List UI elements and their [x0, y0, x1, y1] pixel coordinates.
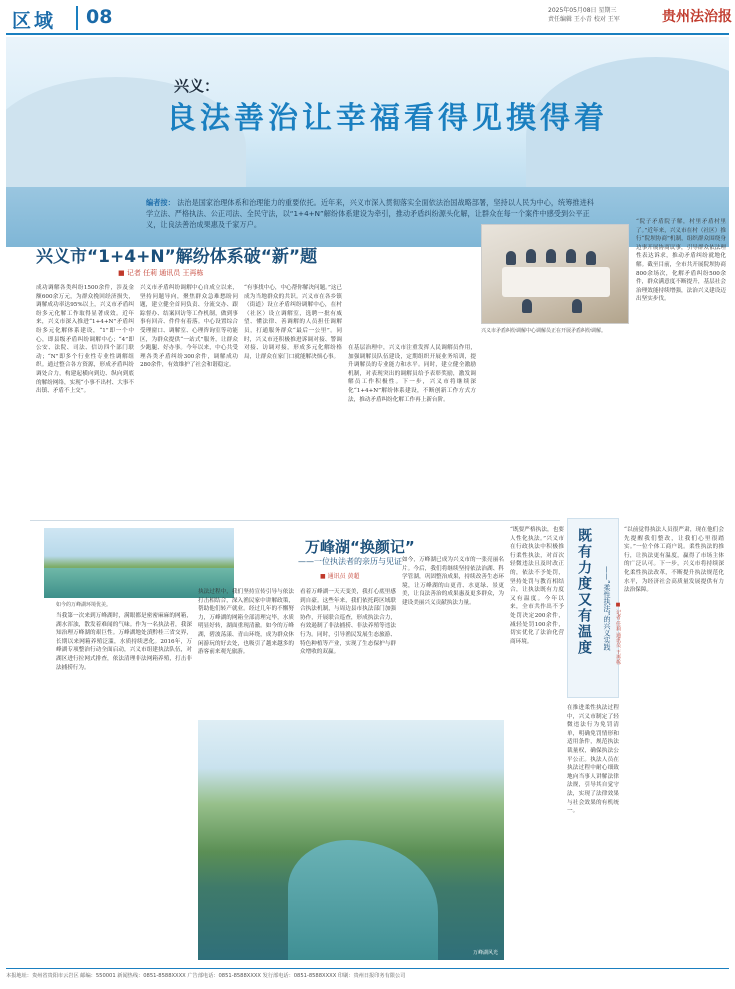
- article1-column-3: “有事找中心，中心帮你解决问题。”这已成为当地群众的共识。兴义市在各乡镇（街道）设立矛盾纠纷调解中心，在村（社区）设立调解室，选聘一批有威望、懂法律、善调解的人员担任调解员，打通服务群众“最后一公里”。同时，兴义市还积极推进诉调对接、警调对接、访调对接，形成多元化解纷格局，让群众在家门口就能解决烦心事。: [244, 285, 342, 360]
- top-rule: [6, 33, 729, 35]
- article3-title: 既有力度又有温度: [576, 528, 592, 656]
- article1-column-4: 在基层治理中，兴义市注重发挥人民调解员作用，加强调解员队伍建设，定期组织开展业务培训，提升调解员的专业能力和水平。同时，建立健全激励机制，对表现突出的调解员给予表彰奖励，激发调解员工作积极性。下一步，兴义市将继续深化“1+4+N”解纷体系建设，不断创新工作方式方法，推动矛盾纠纷化解工作再上新台阶。: [348, 345, 476, 403]
- person-shape: [522, 299, 532, 313]
- hero-kicker: 兴义：: [174, 77, 220, 95]
- lake-photo-caption: 万峰湖风光: [472, 950, 498, 956]
- article2-column-4: 如今，万峰湖已成为兴义市的一张亮丽名片。今后，我们将继续坚持依法治湖、科学管湖，巩固整治成果，持续改善生态环境，让万峰湖的山更青、水更绿、景更美，让良法善治的成果惠及更多群众，为建设美丽兴义贡献执法力量。: [402, 557, 504, 606]
- article2-column-2: 执法过程中，我们坚持宣传引导与依法打击相结合，深入渔民家中讲解政策，帮助他们转产就业。经过几年的不懈努力，万峰湖的网箱全部清理完毕，水质明显好转，湖面重现清澈。如今的万峰湖，碧波荡漾、青山环绕，成为群众休闲游玩的好去处，也吸引了越来越多的游客前来观光旅游。: [198, 589, 294, 656]
- person-shape: [546, 249, 556, 263]
- article3-byline: ■ 记者 任莉 通讯员 王再栋: [615, 602, 621, 665]
- article3-subtitle: ——“柔性执法”的兴义实践: [603, 566, 611, 651]
- section-box: [6, 6, 78, 30]
- wanfeng-lake-landscape-photo: [198, 720, 504, 960]
- person-shape: [506, 251, 516, 265]
- article1-column-2: 兴义市矛盾纠纷调解中心自成立以来，坚持问题导向，聚焦群众急难愁盼问题，建立健全首问负责、分流交办、跟踪督办、结案回访等工作机制，做到事事有回音、件件有着落。中心设置综合受理窗口、调解室、心理咨询室等功能区，为群众提供“一站式”服务，让群众少跑腿、好办事。今年以来，中心共受理各类矛盾纠纷300余件，调解成功280余件，有效维护了社会和谐稳定。: [140, 285, 238, 369]
- person-shape: [572, 299, 582, 313]
- article1-column-5: “院子矛盾院子解，村里矛盾村里了。”近年来，兴义市在村（社区）推行“院坝协商”机制，组织群众围绕身边事开展协商议事，引导群众依法理性表达诉求，推动矛盾纠纷就地化解。截至目前，全市共开展院坝协商800余场次，化解矛盾纠纷500余件，群众满意度不断提升，基层社会治理效能持续增强，法治兴义建设迈出坚实步伐。: [636, 219, 726, 303]
- article2-photo-caption: 如今的万峰湖环境优美。: [56, 602, 112, 608]
- person-shape: [586, 251, 596, 265]
- article2-title: 万峰湖“换颜记”: [305, 538, 415, 556]
- article1-byline: ■ 记者 任莉 通讯员 王再栋: [118, 269, 204, 277]
- page-footer: 本报地址：贵州省贵阳市云岩区 邮编：550001 新闻热线：0851-8588XXXX 广告部电话：0851-8588XXXX 发行部电话：0851-8588XXXX 印刷：贵州日报印务有限公司: [6, 968, 729, 982]
- article2-byline: ■ 通讯员 黄超: [320, 573, 360, 580]
- editor-note-text: 法治是国家治理体系和治理能力的重要依托。近年来，兴义市深入贯彻落实全面依法治国战略部署，坚持以人民为中心，统筹推进科学立法、严格执法、公正司法、全民守法，以“1+4+N”解纷体系建设为牵引，推动矛盾纠纷源头化解，让群众在每一个案件中感受到公平正义，让良法善治成果惠及千家万户。: [146, 198, 594, 229]
- section-divider: [30, 520, 560, 521]
- river-shape: [288, 840, 438, 960]
- editor-note-label: 编者按：: [146, 198, 175, 207]
- article1-column-1: 成功调解各类纠纷1500余件，涉及金额600余万元，为群众挽回经济损失，调解成功率达95%以上，兴义市矛盾纠纷多元化解工作取得显著成效。近年来，兴义市深入推进“1+4+N”矛盾纠纷多元化解体系建设，“1”即一个中心，即县级矛盾纠纷调解中心；“4”即公安、法院、司法、信访四个部门联动；“N”即多个行业性专业性调解组织。通过整合各方资源，形成矛盾纠纷调处合力，构建起横向到边、纵向到底的解纷网络，实现“小事不出村、大事不出镇、矛盾不上交”。: [36, 285, 134, 395]
- page-number: 08: [86, 6, 113, 28]
- article2-column-3: 看着万峰湖一天天变美，我打心底里感到自豪。这些年来，我们依托跨区域联合执法机制，与周边县市执法部门加强协作，开展联合巡查，形成执法合力，有效遏制了非法捕捞、非法养殖等违法行为。同时，引导渔民发展生态旅游、特色种植等产业，实现了生态保护与群众增收的双赢。: [300, 589, 396, 656]
- section-name: 区域: [12, 10, 57, 32]
- mediation-meeting-photo: [481, 224, 629, 324]
- editor-credit: 责任编辑 王小青 校对 王军: [548, 16, 620, 23]
- edition-meta: [548, 6, 658, 24]
- article-dispute-system: [6, 219, 729, 517]
- masthead: [0, 0, 735, 32]
- person-shape: [566, 249, 576, 263]
- person-shape: [526, 249, 536, 263]
- article2-subtitle: ——一位执法者的亲历与见证: [298, 557, 402, 566]
- article3-column-1: “既要严格执法，也要人性化执法。”兴义市在行政执法中积极推行柔性执法，对首次轻微违法且及时改正的，依法不予处罚，坚持处罚与教育相结合，让执法既有力度又有温度。今年以来，全市共作出不予处罚决定200余件，减轻处罚100余件，切实优化了法治化营商环境。: [510, 527, 564, 645]
- article2-column-1: 当我第一次来到万峰湖时，满眼都是密密麻麻的网箱，湖水浑浊，散发着难闻的气味。作为一名执法者，我深知治理万峰湖的艰巨性。万峰湖地处滇黔桂三省交界，长期以来网箱养殖泛滥，水质持续恶化。2016年，万峰湖专项整治行动全面启动，兴义市组建执法队伍，对湖区进行拉网式排查，依法清理非法网箱养殖，打击非法捕捞行为。: [56, 613, 192, 671]
- issue-date: 2025年05月08日 星期三: [548, 7, 617, 14]
- article3-column-2: 在推进柔性执法过程中，兴义市制定了轻微违法行为免罚清单，明确免罚情形和适用条件，规范执法裁量权，确保执法公平公正。执法人员在执法过程中耐心细致地向当事人讲解法律法规，引导其自觉守法，实现了法律效果与社会效果的有机统一。: [567, 705, 619, 815]
- article1-title: 兴义市“1+4+N”解纷体系破“新”题: [36, 247, 318, 267]
- meeting-table-shape: [502, 267, 610, 297]
- hero-headline: 良法善治让幸福看得见摸得着: [166, 101, 608, 136]
- hero-banner: [6, 37, 729, 247]
- article3-column-3: “以前觉得执法人员很严肃，现在他们会先提醒我们整改，让我们心里很踏实。”一位个体工商户说。柔性执法的推行，让执法更有温度，赢得了市场主体的广泛认可。下一步，兴义市将持续深化柔性执法改革，不断提升执法规范化水平，为经济社会高质量发展提供有力法治保障。: [624, 527, 724, 594]
- newspaper-logo: 贵州法治报: [662, 9, 732, 25]
- article1-photo-caption: 兴义市矛盾纠纷调解中心调解员正在开展矛盾纠纷调解。: [481, 328, 607, 334]
